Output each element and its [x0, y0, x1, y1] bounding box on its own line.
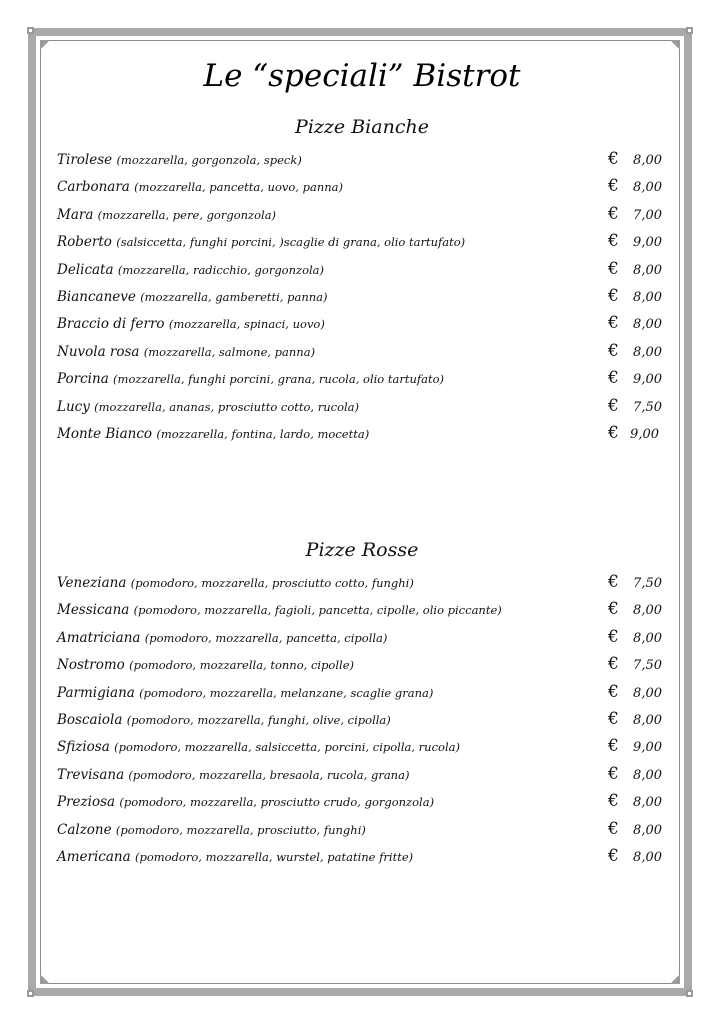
item-name: Americana [57, 848, 131, 865]
item-text [57, 712, 391, 728]
item-text [57, 152, 302, 168]
item-price: 8,00 [633, 849, 662, 865]
item-name: Calzone [57, 821, 112, 838]
corner-ornament-top-left [27, 27, 34, 34]
euro-symbol: € [608, 203, 619, 224]
item-description: (pomodoro, mozzarella, pancetta, cipolla) [144, 630, 388, 645]
item-price: 7,50 [633, 576, 662, 591]
item-name: Roberto [57, 234, 112, 251]
euro-symbol: € [608, 368, 619, 389]
item-text [57, 822, 366, 838]
menu-list-pizze-rosse [57, 572, 677, 876]
item-name: Carbonara [57, 179, 130, 196]
menu-item [57, 599, 677, 629]
item-text [57, 234, 465, 250]
item-price: 8,00 [633, 630, 662, 646]
menu-item [57, 681, 677, 712]
corner-triangle-top-right [670, 40, 680, 50]
item-price: 8,00 [633, 153, 662, 168]
item-description: (mozzarella, radicchio, gorgonzola) [117, 262, 325, 277]
euro-symbol: € [608, 708, 619, 729]
item-price: 8,00 [633, 603, 662, 619]
section-title-pizze-rosse: Pizze Rosse [305, 539, 419, 561]
item-price: 8,00 [633, 822, 662, 838]
euro-symbol: € [608, 763, 619, 784]
menu-title: Le “speciali” Bistrot [203, 58, 521, 94]
item-description: (mozzarella, gamberetti, panna) [140, 289, 328, 304]
item-name: Sfiziosa [57, 739, 110, 756]
menu-list-pizze-bianche [57, 149, 677, 453]
menu-item [57, 395, 677, 426]
item-price: 8,00 [633, 180, 662, 196]
menu-item [57, 231, 677, 261]
item-description: (pomodoro, mozzarella, prosciutto crudo, gorgonzola) [119, 795, 435, 810]
item-text [57, 289, 328, 305]
item-text [57, 767, 409, 783]
item-name: Braccio di ferro [57, 316, 165, 333]
menu-item [57, 791, 677, 821]
menu-item [57, 368, 677, 398]
menu-item [57, 313, 677, 343]
item-description: (mozzarella, ananas, prosciutto cotto, rucola) [94, 399, 360, 414]
euro-symbol: € [608, 285, 619, 306]
menu-item [57, 736, 677, 766]
item-name: Amatriciana [57, 629, 141, 646]
item-price: 7,50 [633, 658, 662, 674]
item-price: 9,00 [633, 372, 662, 388]
item-text [57, 849, 413, 865]
item-name: Mara [57, 206, 94, 223]
menu-item [57, 203, 677, 234]
item-name: Monte Bianco [57, 425, 153, 442]
item-text [57, 371, 444, 387]
item-description: (pomodoro, mozzarella, wurstel, patatine fritte) [134, 849, 414, 864]
euro-symbol: € [608, 818, 619, 839]
item-name: Nostromo [57, 657, 125, 674]
item-description: (mozzarella, salmone, panna) [143, 344, 316, 359]
item-price: 8,00 [633, 795, 662, 811]
item-price: 7,00 [633, 207, 662, 223]
item-text [57, 794, 434, 810]
euro-symbol: € [608, 845, 619, 866]
euro-symbol: € [608, 395, 619, 416]
item-description: (mozzarella, funghi porcini, grana, rucola, olio tartufato) [113, 372, 445, 387]
item-text [57, 685, 433, 701]
item-description: (pomodoro, mozzarella, prosciutto, funghi) [115, 822, 366, 837]
item-name: Delicata [57, 261, 114, 278]
euro-symbol: € [608, 258, 619, 279]
item-price: 8,00 [633, 712, 662, 728]
item-name: Tirolese [57, 152, 113, 168]
euro-symbol: € [608, 654, 619, 675]
item-description: (mozzarella, pere, gorgonzola) [97, 207, 277, 222]
corner-triangle-bottom-left [40, 974, 50, 984]
item-name: Trevisana [57, 766, 125, 783]
item-price: 8,00 [633, 344, 662, 360]
euro-symbol: € [608, 231, 619, 252]
item-price: 8,00 [633, 262, 662, 278]
euro-symbol: € [608, 422, 619, 443]
item-price: 8,00 [633, 767, 662, 783]
euro-symbol: € [608, 340, 619, 361]
menu-item [57, 818, 677, 849]
euro-symbol: € [608, 736, 619, 757]
item-name: Nuvola rosa [57, 343, 140, 360]
menu-item [57, 258, 677, 289]
item-description: (pomodoro, mozzarella, salsiccetta, porcini, cipolla, rucola) [114, 740, 460, 755]
item-description: (mozzarella, spinaci, uovo) [168, 317, 325, 332]
item-description: (salsiccetta, funghi porcini, )scaglie di grana, olio tartufato) [116, 235, 466, 250]
item-text [57, 630, 387, 646]
euro-symbol: € [608, 176, 619, 197]
item-description: (mozzarella, pancetta, uovo, panna) [134, 180, 343, 195]
item-name: Messicana [57, 602, 130, 619]
item-text [57, 739, 460, 755]
menu-item [57, 176, 677, 206]
euro-symbol: € [608, 681, 619, 702]
item-description: (pomodoro, mozzarella, fagioli, pancetta, cipolle, olio piccante) [133, 603, 502, 618]
item-description: (pomodoro, mozzarella, bresaola, rucola, grana) [128, 767, 410, 782]
item-price: 9,00 [630, 426, 659, 442]
menu-item [57, 654, 677, 684]
euro-symbol: € [608, 626, 619, 647]
item-price: 9,00 [633, 740, 662, 756]
menu-item [57, 763, 677, 794]
item-description: (pomodoro, mozzarella, funghi, olive, cipolla) [126, 712, 391, 727]
euro-symbol: € [608, 313, 619, 334]
corner-triangle-top-left [40, 40, 50, 50]
item-text [57, 602, 502, 618]
item-name: Lucy [57, 398, 90, 415]
item-description: (pomodoro, mozzarella, melanzane, scaglie grana) [139, 685, 434, 700]
item-price: 8,00 [633, 685, 662, 701]
item-name: Parmigiana [57, 684, 135, 701]
item-name: Boscaiola [57, 711, 123, 728]
item-text [57, 426, 369, 442]
item-name: Biancaneve [57, 288, 136, 305]
menu-item [57, 149, 677, 179]
item-description: (mozzarella, gorgonzola, speck) [116, 153, 302, 167]
item-name: Porcina [57, 371, 109, 388]
item-text [57, 344, 315, 360]
item-price: 8,00 [633, 289, 662, 305]
item-price: 7,50 [633, 399, 662, 415]
item-description: (pomodoro, mozzarella, prosciutto cotto, funghi) [130, 576, 414, 590]
menu-item [57, 422, 677, 453]
item-text [57, 207, 276, 223]
section-title-pizze-bianche: Pizze Bianche [295, 116, 429, 138]
item-name: Veneziana [57, 575, 127, 591]
corner-ornament-bottom-left [27, 990, 34, 997]
item-text [57, 657, 354, 673]
euro-symbol: € [608, 572, 619, 592]
item-description: (mozzarella, fontina, lardo, mocetta) [156, 426, 370, 441]
euro-symbol: € [608, 149, 619, 169]
item-price: 8,00 [633, 317, 662, 333]
euro-symbol: € [608, 791, 619, 812]
item-price: 9,00 [633, 235, 662, 251]
corner-ornament-bottom-right [686, 990, 693, 997]
item-text [57, 179, 343, 195]
menu-item [57, 572, 677, 602]
item-text [57, 399, 359, 415]
item-text [57, 575, 414, 591]
item-text [57, 262, 324, 278]
menu-item [57, 626, 677, 657]
corner-ornament-top-right [686, 27, 693, 34]
item-text [57, 316, 325, 332]
menu-item [57, 708, 677, 739]
corner-triangle-bottom-right [670, 974, 680, 984]
menu-item [57, 340, 677, 371]
menu-item [57, 845, 677, 876]
menu-item [57, 285, 677, 316]
item-description: (pomodoro, mozzarella, tonno, cipolle) [129, 658, 354, 673]
item-name: Preziosa [57, 794, 116, 811]
euro-symbol: € [608, 599, 619, 620]
